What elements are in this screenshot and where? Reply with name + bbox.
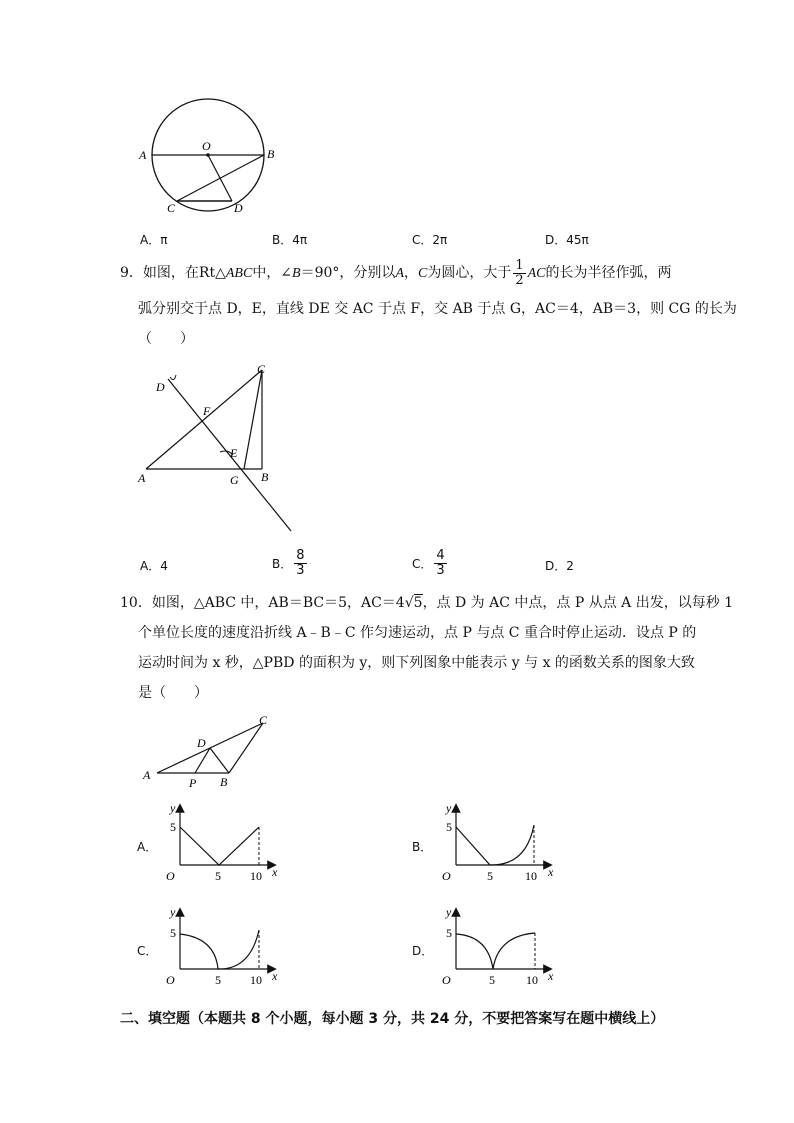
q9-label-f: F — [203, 404, 211, 418]
q8-circle-figure — [130, 95, 290, 225]
q10-text-a: 如图，△ABC 中，AB＝BC＝5，AC＝4 — [151, 595, 405, 611]
q10-graph-b-xlabel: x — [548, 865, 554, 879]
q10-graph-b-ytick: 5 — [446, 820, 452, 834]
q9-triangle-figure — [130, 355, 300, 535]
q10-number: 10． — [120, 595, 152, 611]
q9-abc: ABC — [225, 266, 253, 281]
q10-graph-c-ytick: 5 — [170, 926, 176, 940]
q9-text-b: 中，∠ — [252, 265, 293, 281]
q10-graph-b-curve — [456, 825, 534, 865]
q10-graph-c-xtick-10: 10 — [250, 973, 262, 987]
q9-line-1 — [120, 258, 672, 289]
q10-graph-d-xlabel: x — [548, 969, 554, 983]
q9-fraction — [513, 259, 525, 288]
q10-graph-a-curve — [180, 827, 259, 865]
q10-label-c: C — [259, 713, 268, 727]
q9-option-b-num: 8 — [296, 548, 305, 563]
q10-line-1 — [120, 588, 733, 618]
q9-text-c: ＝90°，分别以 — [300, 265, 396, 281]
q9-option-c-label: C． — [412, 557, 433, 571]
q10-graph-a-xtick-5: 5 — [215, 869, 221, 883]
q10-label-b: B — [220, 775, 228, 789]
q9-option-b-den: 3 — [296, 563, 305, 578]
q10-label-d: D — [197, 736, 206, 750]
q10-graph-d-xtick-5: 5 — [489, 973, 495, 987]
q9-arc-d — [170, 375, 176, 380]
q10-triangle-figure — [135, 710, 285, 792]
q8-segment-od — [208, 155, 232, 201]
q10-graph-d-xtick-10: 10 — [526, 973, 538, 987]
q9-frac-num: 1 — [515, 257, 524, 273]
q9-text-d: 为圆心，大于 — [427, 265, 512, 281]
q10-graph-a — [160, 800, 285, 890]
q9-text-a: 如图，在Rt△ — [142, 265, 226, 281]
q10-graph-c-curve — [180, 930, 259, 969]
q9-segment-cg — [244, 370, 262, 469]
q9-label-c: C — [257, 362, 266, 376]
q10-graph-b — [436, 800, 561, 890]
q10-graph-d-ylabel: y — [446, 905, 452, 919]
q10-graph-c — [160, 904, 285, 994]
q8-option-c[interactable]: C．2π — [412, 233, 448, 247]
q8-label-c: C — [167, 201, 176, 215]
q10-graph-c-label[interactable]: C． — [137, 944, 158, 958]
q9-option-b-frac — [294, 549, 306, 578]
q9-option-b[interactable] — [272, 549, 309, 578]
q9-ac: AC — [527, 266, 546, 281]
q10-line-4: 是（ ） — [138, 685, 208, 701]
q9-label-e: E — [230, 446, 238, 460]
q9-option-c-den: 3 — [436, 563, 445, 578]
q8-option-a[interactable]: A．π — [140, 233, 168, 247]
q8-option-b[interactable]: B．4π — [272, 233, 308, 247]
q10-graph-c-xlabel: x — [272, 969, 278, 983]
q8-label-o: O — [202, 139, 211, 153]
q10-graph-b-label[interactable]: B． — [412, 840, 433, 854]
q9-frac-den: 2 — [515, 272, 524, 288]
q9-option-c[interactable] — [412, 549, 449, 578]
q10-graph-d-ytick: 5 — [446, 926, 452, 940]
q8-option-d[interactable]: D．45π — [545, 233, 589, 247]
q10-graph-a-xlabel: x — [272, 865, 278, 879]
q10-graph-a-origin: O — [166, 869, 175, 883]
q9-option-b-label: B． — [272, 557, 293, 571]
q10-graph-d-origin: O — [442, 973, 451, 987]
q9-c: C — [418, 266, 428, 281]
q10-sqrt — [405, 594, 423, 611]
q10-label-a: A — [143, 768, 151, 782]
q10-graph-a-label[interactable]: A． — [137, 840, 158, 854]
q10-label-p: P — [189, 776, 197, 790]
q10-text-b: ，点 D 为 AC 中点，点 P 从点 A 出发，以每秒 1 — [422, 595, 734, 611]
q8-center-dot — [206, 153, 210, 157]
q10-line-2: 个单位长度的速度沿折线 A﹣B﹣C 作匀速运动，点 P 与点 C 重合时停止运动．设点 P 的 — [138, 625, 697, 641]
q9-label-g: G — [230, 473, 239, 487]
q9-a: A — [395, 266, 404, 281]
q10-graph-d — [436, 904, 561, 994]
q10-graph-b-xtick-5: 5 — [487, 869, 493, 883]
q10-graph-a-ylabel: y — [170, 801, 176, 815]
q9-b: B — [292, 266, 301, 281]
q9-option-c-num: 4 — [436, 548, 445, 563]
q9-option-a[interactable]: A．4 — [140, 559, 168, 573]
q8-label-d: D — [234, 201, 243, 215]
q10-graph-a-ytick: 5 — [170, 820, 176, 834]
q10-line-3: 运动时间为 x 秒，△PBD 的面积为 y，则下列图象中能表示 y 与 x 的函数关系的图象大致 — [138, 655, 695, 671]
q8-label-a: A — [139, 148, 147, 162]
q10-graph-b-ylabel: y — [446, 801, 452, 815]
q10-sqrt-sign: √ — [404, 595, 414, 611]
q10-graph-c-xtick-5: 5 — [215, 973, 221, 987]
q9-option-d[interactable]: D．2 — [545, 559, 574, 573]
q9-option-c-frac — [434, 549, 446, 578]
q10-segment-db — [210, 748, 229, 773]
q10-graph-b-xtick-10: 10 — [525, 869, 537, 883]
q9-comma: ， — [404, 265, 418, 281]
q10-graph-d-label[interactable]: D． — [412, 944, 434, 958]
q8-label-b: B — [267, 147, 275, 161]
q10-graph-a-xtick-10: 10 — [250, 869, 262, 883]
q10-graph-b-origin: O — [442, 869, 451, 883]
q9-label-d: D — [156, 380, 165, 394]
q9-number: 9． — [120, 265, 143, 281]
q10-graph-c-origin: O — [166, 973, 175, 987]
section-2-heading: 二、填空题（本题共 8 个小题，每小题 3 分，共 24 分，不要把答案写在题中横线上） — [120, 1011, 665, 1027]
q9-label-a: A — [138, 471, 146, 485]
q9-text-e: 的长为半径作弧，两 — [545, 265, 672, 281]
q10-graph-c-ylabel: y — [170, 905, 176, 919]
q9-line-3: （ ） — [138, 331, 194, 347]
q9-label-b: B — [261, 470, 269, 484]
q9-line-2: 弧分别交于点 D，E，直线 DE 交 AC 于点 F，交 AB 于点 G，AC＝4，AB＝3，则 CG 的长为 — [138, 301, 737, 317]
q10-graph-d-curve — [456, 933, 535, 969]
q10-sqrt-val: 5 — [413, 595, 423, 611]
